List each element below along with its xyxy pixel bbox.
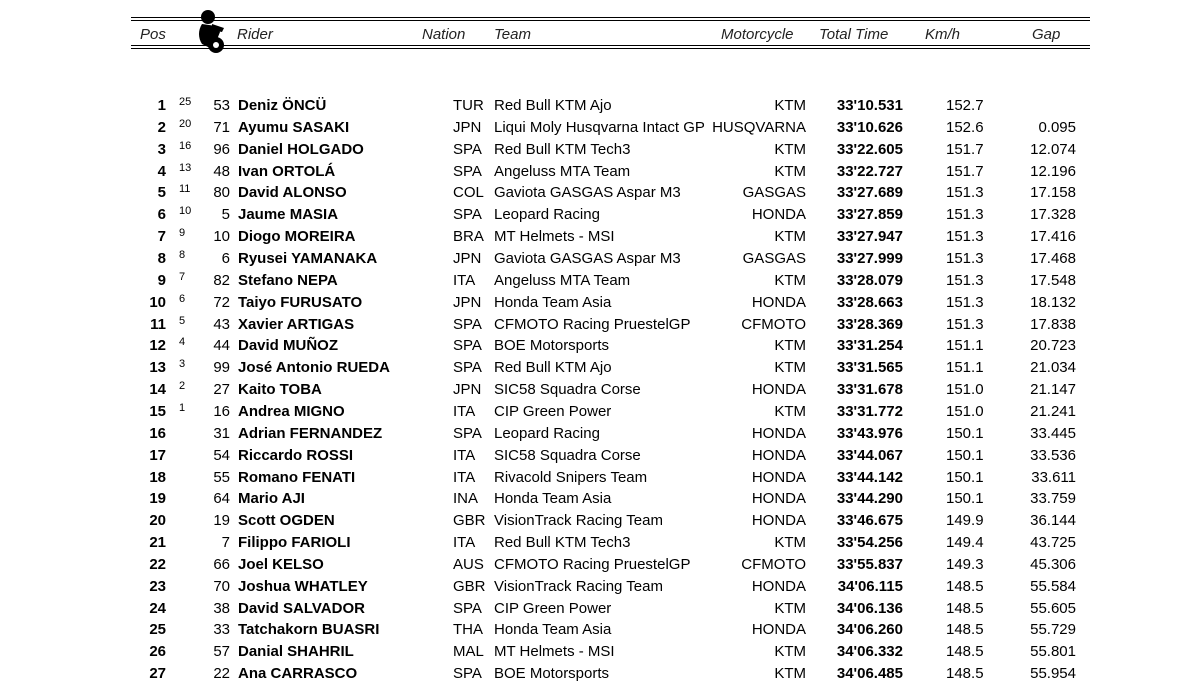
rider-name-cell: Romano FENATI	[238, 468, 356, 486]
speed-cell: 151.3	[946, 228, 984, 246]
table-row	[0, 488, 1200, 510]
header-nation: Nation	[422, 26, 466, 43]
speed-cell: 151.3	[946, 250, 984, 267]
gap-cell: 36.144	[1030, 512, 1076, 530]
team-cell: Gaviota GASGAS Aspar M3	[494, 184, 681, 202]
speed-cell: 149.3	[946, 555, 984, 573]
header-gap: Gap	[1032, 26, 1061, 43]
rider-name-cell: Diogo MOREIRA	[238, 228, 356, 246]
total-time-cell: 33'54.256	[836, 534, 903, 551]
total-time-cell: 33'44.290	[836, 490, 903, 508]
nation-cell: MAL	[453, 643, 484, 661]
total-time-cell: 33'28.079	[836, 271, 903, 289]
position-cell: 4	[157, 162, 166, 180]
motorcycle-cell: HONDA	[751, 512, 806, 530]
rider-name-cell: Joshua WHATLEY	[238, 577, 368, 595]
team-cell: Red Bull KTM Tech3	[494, 140, 631, 158]
motorcycle-cell: CFMOTO	[741, 555, 806, 573]
rider-name-cell: Ana CARRASCO	[238, 665, 358, 683]
gap-cell: 20.723	[1030, 337, 1076, 355]
speed-cell: 151.3	[946, 206, 984, 224]
rider-number-cell: 5	[221, 206, 230, 224]
rider-name-cell: Danial SHAHRIL	[238, 643, 354, 661]
nation-cell: JPN	[453, 381, 482, 399]
rider-number-cell: 96	[213, 140, 230, 158]
total-time-cell: 33'55.837	[836, 555, 903, 573]
team-cell: BOE Motorsports	[494, 665, 610, 683]
table-row	[0, 423, 1200, 445]
gap-cell: 17.158	[1030, 184, 1076, 202]
speed-cell: 150.1	[946, 468, 984, 486]
position-cell: 24	[149, 599, 166, 617]
position-cell: 26	[149, 643, 166, 661]
header-bottom-rule-2	[131, 48, 1090, 49]
speed-cell: 150.1	[946, 424, 984, 442]
nation-cell: JPN	[453, 118, 482, 136]
rider-name-cell: Scott OGDEN	[238, 512, 335, 530]
nation-cell: SPA	[453, 162, 482, 180]
team-cell: Gaviota GASGAS Aspar M3	[494, 250, 681, 267]
position-cell: 25	[149, 621, 166, 639]
team-cell: VisionTrack Racing Team	[494, 577, 663, 595]
nation-cell: SPA	[453, 140, 482, 158]
team-cell: Angeluss MTA Team	[494, 162, 631, 180]
motorcycle-cell: KTM	[774, 359, 806, 377]
nation-cell: ITA	[453, 271, 476, 289]
team-cell: Red Bull KTM Tech3	[494, 534, 631, 551]
nation-cell: ITA	[453, 446, 476, 464]
rider-name-cell: Daniel HOLGADO	[238, 140, 364, 158]
rider-number-cell: 66	[213, 555, 230, 573]
rider-name-cell: Adrian FERNANDEZ	[238, 424, 383, 442]
total-time-cell: 34'06.332	[836, 643, 903, 661]
motorcycle-cell: HONDA	[751, 446, 806, 464]
rider-number-cell: 6	[221, 250, 230, 267]
motorcycle-cell: KTM	[774, 140, 806, 158]
nation-cell: GBR	[453, 512, 486, 530]
gap-cell: 55.584	[1030, 577, 1076, 595]
motorcycle-cell: HONDA	[751, 490, 806, 508]
header-team: Team	[494, 26, 531, 43]
rider-number-cell: 7	[221, 534, 230, 551]
motorcycle-cell: KTM	[774, 402, 806, 420]
position-cell: 15	[149, 402, 166, 420]
speed-cell: 151.7	[946, 140, 984, 158]
rider-number-cell: 48	[213, 162, 230, 180]
motorcycle-cell: HONDA	[751, 293, 806, 311]
nation-cell: TUR	[453, 97, 484, 114]
total-time-cell: 33'28.369	[836, 315, 903, 333]
nation-cell: AUS	[453, 555, 484, 573]
gap-cell: 0.095	[1038, 118, 1076, 136]
speed-cell: 151.1	[946, 337, 984, 355]
rider-name-cell: Tatchakorn BUASRI	[238, 621, 380, 639]
gap-cell: 55.801	[1030, 643, 1076, 661]
team-cell: VisionTrack Racing Team	[494, 512, 663, 530]
rider-number-cell: 53	[213, 97, 230, 114]
motorcycle-cell: HONDA	[751, 381, 806, 399]
total-time-cell: 33'28.663	[836, 293, 903, 311]
team-cell: SIC58 Squadra Corse	[494, 446, 641, 464]
gap-cell: 21.147	[1030, 381, 1076, 399]
team-cell: CIP Green Power	[494, 599, 612, 617]
rider-number-cell: 10	[213, 228, 230, 246]
rider-number-cell: 70	[213, 577, 230, 595]
points-cell: 5	[179, 314, 186, 327]
nation-cell: THA	[453, 621, 483, 639]
speed-cell: 148.5	[946, 665, 984, 683]
table-row	[0, 445, 1200, 467]
speed-cell: 148.5	[946, 643, 984, 661]
speed-cell: 151.0	[946, 402, 984, 420]
position-cell: 22	[149, 555, 166, 573]
rider-number-cell: 27	[213, 381, 230, 399]
position-cell: 20	[149, 512, 166, 530]
motorcycle-cell: KTM	[774, 97, 806, 114]
gap-cell: 12.196	[1030, 162, 1076, 180]
position-cell: 10	[149, 293, 166, 311]
position-cell: 21	[149, 534, 166, 551]
rider-name-cell: Stefano NEPA	[238, 271, 338, 289]
rider-number-cell: 72	[213, 293, 230, 311]
nation-cell: ITA	[453, 402, 476, 420]
rider-number-cell: 57	[213, 643, 230, 661]
points-cell: 13	[179, 161, 192, 174]
nation-cell: SPA	[453, 337, 482, 355]
rider-number-cell: 16	[213, 402, 230, 420]
rider-number-cell: 19	[213, 512, 230, 530]
speed-cell: 152.6	[946, 118, 984, 136]
gap-cell: 55.605	[1030, 599, 1076, 617]
speed-cell: 151.3	[946, 184, 984, 202]
table-row	[0, 641, 1200, 663]
position-cell: 2	[157, 118, 166, 136]
speed-cell: 148.5	[946, 577, 984, 595]
team-cell: CIP Green Power	[494, 402, 612, 420]
total-time-cell: 33'31.254	[836, 337, 903, 355]
rider-name-cell: David MUÑOZ	[238, 337, 339, 355]
gap-cell: 17.328	[1030, 206, 1076, 224]
rider-name-cell: Ivan ORTOLÁ	[238, 162, 336, 180]
motorcycle-cell: HONDA	[751, 424, 806, 442]
points-cell: 3	[179, 358, 186, 371]
table-row	[0, 532, 1200, 554]
rider-name-cell: Mario AJI	[238, 490, 305, 508]
team-cell: BOE Motorsports	[494, 337, 610, 355]
speed-cell: 151.7	[946, 162, 984, 180]
nation-cell: SPA	[453, 206, 482, 224]
total-time-cell: 33'44.067	[836, 446, 903, 464]
position-cell: 11	[150, 315, 166, 333]
speed-cell: 149.9	[946, 512, 984, 530]
team-cell: Leopard Racing	[494, 424, 600, 442]
position-cell: 18	[149, 468, 166, 486]
points-cell: 11	[179, 183, 191, 196]
nation-cell: JPN	[453, 250, 482, 267]
team-cell: Leopard Racing	[494, 206, 600, 224]
motorcycle-cell: HONDA	[751, 577, 806, 595]
rider-name-cell: Xavier ARTIGAS	[238, 315, 355, 333]
motorcycle-cell: GASGAS	[742, 184, 806, 202]
points-cell: 20	[179, 117, 192, 130]
motorcycle-cell: HONDA	[751, 621, 806, 639]
speed-cell: 151.3	[946, 293, 984, 311]
team-cell: Honda Team Asia	[494, 490, 612, 508]
position-cell: 1	[157, 97, 166, 114]
motorcycle-cell: HONDA	[751, 206, 806, 224]
motorcycle-cell: CFMOTO	[741, 315, 806, 333]
total-time-cell: 33'10.626	[836, 118, 903, 136]
total-time-cell: 33'27.689	[836, 184, 903, 202]
team-cell: Red Bull KTM Ajo	[494, 359, 612, 377]
table-row	[0, 554, 1200, 576]
position-cell: 7	[157, 228, 166, 246]
position-cell: 8	[157, 250, 166, 267]
gap-cell: 43.725	[1030, 534, 1076, 551]
gap-cell: 17.838	[1030, 315, 1076, 333]
rider-number-cell: 64	[213, 490, 230, 508]
total-time-cell: 33'46.675	[836, 512, 903, 530]
team-cell: MT Helmets - MSI	[494, 643, 615, 661]
nation-cell: INA	[453, 490, 479, 508]
rider-number-cell: 54	[213, 446, 230, 464]
motorcycle-cell: HUSQVARNA	[712, 118, 806, 136]
points-cell: 7	[179, 270, 186, 283]
motorcycle-rider-icon	[194, 8, 228, 54]
team-cell: Honda Team Asia	[494, 621, 612, 639]
table-row	[0, 576, 1200, 598]
rider-number-cell: 31	[213, 424, 230, 442]
rider-name-cell: José Antonio RUEDA	[238, 359, 390, 377]
position-cell: 17	[149, 446, 166, 464]
total-time-cell: 34'06.260	[836, 621, 903, 639]
points-cell: 8	[179, 249, 186, 261]
motorcycle-cell: KTM	[774, 271, 806, 289]
position-cell: 14	[149, 381, 166, 399]
header-kmh: Km/h	[925, 26, 961, 43]
header-top-rule-2	[131, 20, 1090, 21]
total-time-cell: 33'27.859	[836, 206, 903, 224]
rider-name-cell: Riccardo ROSSI	[238, 446, 354, 464]
rider-name-cell: Taiyo FURUSATO	[238, 293, 363, 311]
motorcycle-cell: KTM	[774, 228, 806, 246]
rider-number-cell: 43	[213, 315, 230, 333]
nation-cell: ITA	[453, 468, 476, 486]
total-time-cell: 33'44.142	[836, 468, 903, 486]
header-bottom-rule	[131, 45, 1090, 46]
team-cell: Red Bull KTM Ajo	[494, 97, 612, 114]
rider-number-cell: 33	[213, 621, 230, 639]
table-row	[0, 619, 1200, 641]
total-time-cell: 33'43.976	[836, 424, 903, 442]
gap-cell: 45.306	[1030, 555, 1076, 573]
nation-cell: SPA	[453, 424, 482, 442]
position-cell: 12	[149, 337, 166, 355]
table-row	[0, 510, 1200, 532]
speed-cell: 151.0	[946, 381, 984, 399]
rider-name-cell: David ALONSO	[238, 184, 347, 202]
rider-name-cell: Jaume MASIA	[238, 206, 339, 224]
gap-cell: 17.548	[1030, 271, 1076, 289]
speed-cell: 151.3	[946, 315, 984, 333]
gap-cell: 33.611	[1031, 468, 1076, 486]
position-cell: 6	[157, 206, 166, 224]
header-motorcycle: Motorcycle	[721, 26, 794, 43]
gap-cell: 18.132	[1030, 293, 1076, 311]
position-cell: 9	[157, 271, 166, 289]
rider-number-cell: 44	[213, 337, 230, 355]
motorcycle-cell: KTM	[774, 534, 806, 551]
gap-cell: 17.416	[1030, 228, 1076, 246]
nation-cell: SPA	[453, 599, 482, 617]
motorcycle-cell: KTM	[774, 599, 806, 617]
points-cell: 16	[179, 139, 192, 152]
nation-cell: JPN	[453, 293, 482, 311]
table-row	[0, 663, 1200, 685]
rider-number-cell: 55	[213, 468, 230, 486]
points-cell: 25	[179, 96, 192, 108]
total-time-cell: 34'06.136	[836, 599, 903, 617]
motorcycle-cell: KTM	[774, 337, 806, 355]
speed-cell: 152.7	[946, 97, 984, 114]
rider-name-cell: Ayumu SASAKI	[238, 118, 350, 136]
speed-cell: 150.1	[946, 490, 984, 508]
rider-number-cell: 99	[213, 359, 230, 377]
gap-cell: 33.536	[1030, 446, 1076, 464]
rider-name-cell: Ryusei YAMANAKA	[238, 250, 378, 267]
team-cell: SIC58 Squadra Corse	[494, 381, 641, 399]
team-cell: Angeluss MTA Team	[494, 271, 631, 289]
gap-cell: 33.759	[1030, 490, 1076, 508]
nation-cell: ITA	[453, 534, 476, 551]
nation-cell: GBR	[453, 577, 486, 595]
team-cell: CFMOTO Racing PruestelGP	[494, 315, 691, 333]
motorcycle-cell: KTM	[774, 162, 806, 180]
rider-number-cell: 71	[213, 118, 230, 136]
header-total-time: Total Time	[819, 26, 889, 43]
header-pos: Pos	[140, 26, 166, 43]
total-time-cell: 34'06.115	[837, 577, 903, 595]
rider-name-cell: Andrea MIGNO	[238, 402, 345, 420]
gap-cell: 55.954	[1030, 665, 1076, 683]
total-time-cell: 33'10.531	[836, 97, 903, 114]
motorcycle-cell: KTM	[774, 665, 806, 683]
rider-number-cell: 22	[213, 665, 230, 683]
points-cell: 1	[179, 401, 186, 414]
position-cell: 19	[149, 490, 166, 508]
rider-name-cell: Joel KELSO	[238, 555, 324, 573]
table-row	[0, 467, 1200, 489]
total-time-cell: 34'06.485	[836, 665, 903, 683]
rider-name-cell: Kaito TOBA	[238, 381, 322, 399]
team-cell: Honda Team Asia	[494, 293, 612, 311]
team-cell: CFMOTO Racing PruestelGP	[494, 555, 691, 573]
rider-number-cell: 38	[213, 599, 230, 617]
total-time-cell: 33'22.605	[836, 140, 903, 158]
speed-cell: 148.5	[946, 621, 984, 639]
points-cell: 10	[179, 205, 192, 218]
gap-cell: 12.074	[1030, 140, 1076, 158]
position-cell: 5	[157, 184, 166, 202]
gap-cell: 33.445	[1030, 424, 1076, 442]
gap-cell: 55.729	[1030, 621, 1076, 639]
rider-name-cell: David SALVADOR	[238, 599, 365, 617]
total-time-cell: 33'27.999	[836, 250, 903, 267]
nation-cell: BRA	[453, 228, 484, 246]
nation-cell: SPA	[453, 359, 482, 377]
motorcycle-cell: KTM	[774, 643, 806, 661]
rider-number-cell: 82	[213, 271, 230, 289]
rider-name-cell: Filippo FARIOLI	[238, 534, 351, 551]
speed-cell: 151.3	[946, 271, 984, 289]
header-rider: Rider	[237, 26, 273, 43]
motorcycle-cell: GASGAS	[742, 250, 806, 267]
total-time-cell: 33'31.678	[836, 381, 903, 399]
team-cell: Rivacold Snipers Team	[494, 468, 648, 486]
position-cell: 27	[149, 665, 166, 683]
speed-cell: 148.5	[946, 599, 984, 617]
position-cell: 3	[157, 140, 166, 158]
points-cell: 9	[179, 227, 186, 240]
total-time-cell: 33'31.565	[836, 359, 903, 377]
total-time-cell: 33'31.772	[836, 402, 903, 420]
points-cell: 2	[179, 380, 186, 393]
nation-cell: SPA	[453, 665, 482, 683]
rider-name-cell: Deniz ÖNCÜ	[238, 97, 327, 114]
speed-cell: 149.4	[946, 534, 984, 551]
team-cell: Liqui Moly Husqvarna Intact GP	[494, 118, 705, 136]
header-top-rule	[131, 17, 1090, 18]
motorcycle-cell: HONDA	[751, 468, 806, 486]
points-cell: 6	[179, 292, 186, 305]
gap-cell: 17.468	[1030, 250, 1076, 267]
position-cell: 13	[149, 359, 166, 377]
gap-cell: 21.034	[1030, 359, 1076, 377]
position-cell: 23	[149, 577, 166, 595]
speed-cell: 150.1	[946, 446, 984, 464]
nation-cell: COL	[453, 184, 484, 202]
speed-cell: 151.1	[946, 359, 984, 377]
table-row	[0, 401, 1200, 423]
points-cell: 4	[179, 336, 186, 349]
team-cell: MT Helmets - MSI	[494, 228, 615, 246]
total-time-cell: 33'22.727	[836, 162, 903, 180]
gap-cell: 21.241	[1030, 402, 1076, 420]
total-time-cell: 33'27.947	[836, 228, 903, 246]
nation-cell: SPA	[453, 315, 482, 333]
position-cell: 16	[149, 424, 166, 442]
table-row	[0, 598, 1200, 620]
rider-number-cell: 80	[213, 184, 230, 202]
